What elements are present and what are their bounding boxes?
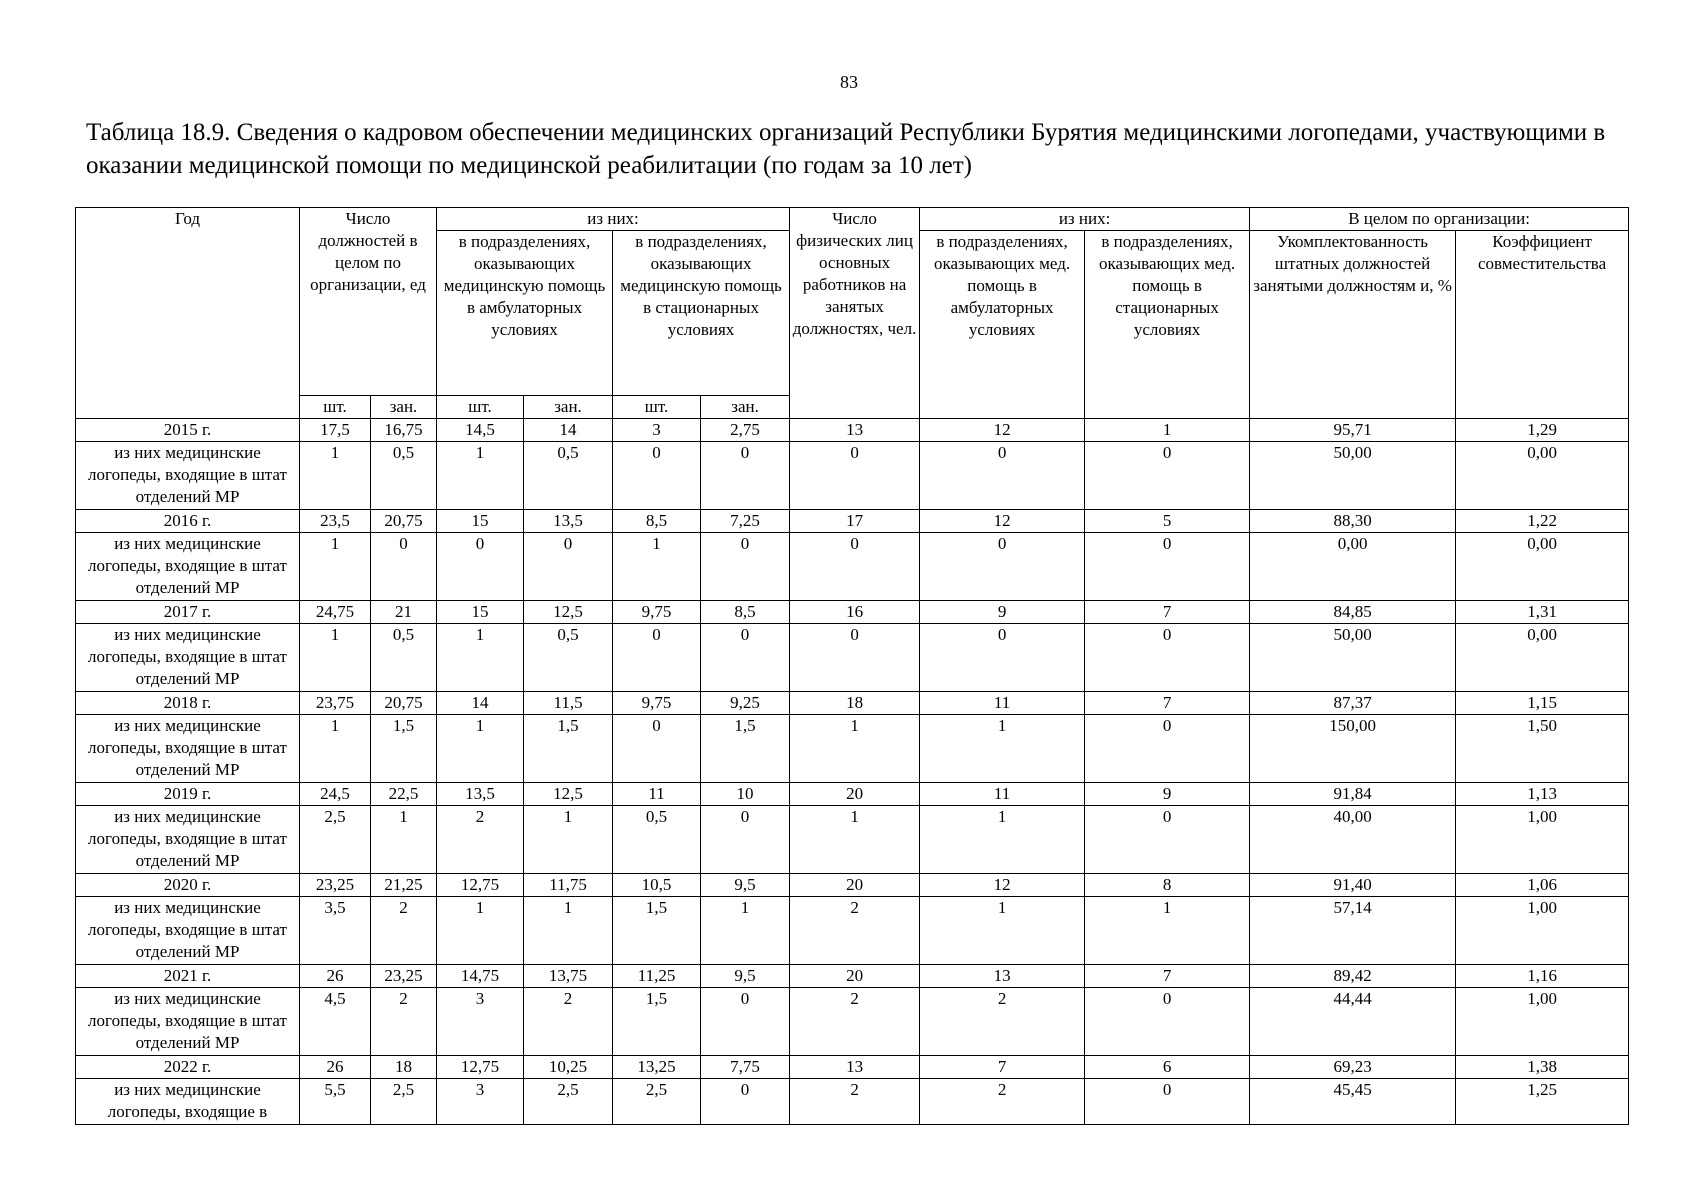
header-zan: зан. [524, 396, 613, 419]
value-cell: 2 [437, 806, 524, 874]
value-cell: 14 [437, 692, 524, 715]
value-cell: 13 [790, 1056, 920, 1079]
value-cell: 8,5 [613, 510, 701, 533]
value-cell: 12,75 [437, 874, 524, 897]
value-cell: 5,5 [300, 1079, 371, 1125]
value-cell: 20 [790, 783, 920, 806]
subset-label: из них медицинские логопеды, входящие в штат отделений МР [76, 988, 300, 1056]
header-of-them-2: из них: [920, 208, 1250, 231]
table-row-year [76, 783, 1629, 806]
value-cell: 1,22 [1456, 510, 1629, 533]
value-cell: 9 [920, 601, 1085, 624]
value-cell: 50,00 [1250, 442, 1456, 510]
header-coefficient: Коэффициент совместительства [1456, 231, 1629, 419]
value-cell: 14,5 [437, 419, 524, 442]
value-cell: 18 [790, 692, 920, 715]
value-cell: 14 [524, 419, 613, 442]
value-cell: 0,5 [613, 806, 701, 874]
table-row-subset [76, 897, 1629, 965]
value-cell: 9,5 [701, 965, 790, 988]
value-cell: 1,00 [1456, 988, 1629, 1056]
value-cell: 13 [920, 965, 1085, 988]
value-cell: 17,5 [300, 419, 371, 442]
value-cell: 40,00 [1250, 806, 1456, 874]
value-cell: 22,5 [371, 783, 437, 806]
value-cell: 1 [920, 715, 1085, 783]
value-cell: 2 [790, 897, 920, 965]
value-cell: 10,5 [613, 874, 701, 897]
value-cell: 0,00 [1250, 533, 1456, 601]
value-cell: 2 [920, 1079, 1085, 1125]
value-cell: 0 [613, 442, 701, 510]
value-cell: 1 [1085, 897, 1250, 965]
subset-label: из них медицинские логопеды, входящие в штат отделений МР [76, 897, 300, 965]
value-cell: 13,75 [524, 965, 613, 988]
value-cell: 16,75 [371, 419, 437, 442]
value-cell: 1 [524, 806, 613, 874]
header-zan: зан. [371, 396, 437, 419]
header-ambulatory-persons: в подразделениях, оказывающих мед. помощь в амбулаторных условиях [920, 231, 1085, 419]
table-row-subset [76, 1079, 1629, 1125]
value-cell: 1 [437, 442, 524, 510]
value-cell: 1,31 [1456, 601, 1629, 624]
subset-label: из них медицинские логопеды, входящие в штат отделений МР [76, 624, 300, 692]
value-cell: 1,5 [613, 988, 701, 1056]
value-cell: 0 [701, 442, 790, 510]
table-row-year [76, 965, 1629, 988]
value-cell: 1 [300, 715, 371, 783]
header-org-total: В целом по организации: [1250, 208, 1629, 231]
value-cell: 18 [371, 1056, 437, 1079]
value-cell: 2 [790, 988, 920, 1056]
value-cell: 26 [300, 1056, 371, 1079]
value-cell: 1 [300, 533, 371, 601]
value-cell: 2,5 [524, 1079, 613, 1125]
table-row-year [76, 419, 1629, 442]
value-cell: 57,14 [1250, 897, 1456, 965]
value-cell: 24,75 [300, 601, 371, 624]
value-cell: 8,5 [701, 601, 790, 624]
value-cell: 10 [701, 783, 790, 806]
value-cell: 12 [920, 510, 1085, 533]
value-cell: 2 [524, 988, 613, 1056]
value-cell: 1,15 [1456, 692, 1629, 715]
value-cell: 0 [920, 442, 1085, 510]
value-cell: 2,5 [371, 1079, 437, 1125]
value-cell: 8 [1085, 874, 1250, 897]
table-row-subset [76, 533, 1629, 601]
value-cell: 91,40 [1250, 874, 1456, 897]
value-cell: 1,13 [1456, 783, 1629, 806]
value-cell: 1 [524, 897, 613, 965]
value-cell: 2 [790, 1079, 920, 1125]
value-cell: 0 [701, 988, 790, 1056]
value-cell: 0 [701, 533, 790, 601]
value-cell: 2 [920, 988, 1085, 1056]
value-cell: 0 [920, 533, 1085, 601]
value-cell: 20,75 [371, 510, 437, 533]
year-cell: 2021 г. [76, 965, 300, 988]
value-cell: 1,5 [524, 715, 613, 783]
table-row-subset [76, 442, 1629, 510]
value-cell: 2,5 [300, 806, 371, 874]
value-cell: 1 [1085, 419, 1250, 442]
value-cell: 150,00 [1250, 715, 1456, 783]
value-cell: 0 [1085, 806, 1250, 874]
value-cell: 23,75 [300, 692, 371, 715]
value-cell: 20,75 [371, 692, 437, 715]
value-cell: 1,25 [1456, 1079, 1629, 1125]
value-cell: 12 [920, 419, 1085, 442]
value-cell: 3 [613, 419, 701, 442]
value-cell: 0 [790, 533, 920, 601]
value-cell: 23,25 [300, 874, 371, 897]
value-cell: 89,42 [1250, 965, 1456, 988]
value-cell: 88,30 [1250, 510, 1456, 533]
value-cell: 7 [1085, 965, 1250, 988]
value-cell: 16 [790, 601, 920, 624]
table-title: Таблица 18.9. Сведения о кадровом обеспечении медицинских организаций Республики Бурятия медицинскими логопедами, участвующими в оказании медицинской помощи по медицинской реабилитации (по годам за 10 лет) [86, 119, 1606, 179]
year-cell: 2016 г. [76, 510, 300, 533]
value-cell: 20 [790, 874, 920, 897]
value-cell: 1 [371, 806, 437, 874]
header-staffing: Укомплектованность штатных должностей занятыми должностям и, % [1250, 231, 1456, 419]
subset-label: из них медицинские логопеды, входящие в штат отделений МР [76, 533, 300, 601]
header-sht: шт. [437, 396, 524, 419]
value-cell: 7 [1085, 692, 1250, 715]
value-cell: 1,5 [613, 897, 701, 965]
value-cell: 11,25 [613, 965, 701, 988]
value-cell: 1 [920, 897, 1085, 965]
value-cell: 6 [1085, 1056, 1250, 1079]
value-cell: 14,75 [437, 965, 524, 988]
value-cell: 0 [1085, 624, 1250, 692]
value-cell: 0 [613, 624, 701, 692]
table-row-subset [76, 988, 1629, 1056]
subset-label: из них медицинские логопеды, входящие в штат отделений МР [76, 806, 300, 874]
value-cell: 9,5 [701, 874, 790, 897]
value-cell: 0,5 [371, 442, 437, 510]
value-cell: 1,00 [1456, 897, 1629, 965]
value-cell: 1 [701, 897, 790, 965]
value-cell: 13,5 [524, 510, 613, 533]
value-cell: 1 [437, 897, 524, 965]
value-cell: 87,37 [1250, 692, 1456, 715]
value-cell: 3 [437, 1079, 524, 1125]
value-cell: 26 [300, 965, 371, 988]
value-cell: 1 [790, 715, 920, 783]
value-cell: 0,5 [371, 624, 437, 692]
value-cell: 0 [1085, 533, 1250, 601]
value-cell: 2 [371, 988, 437, 1056]
value-cell: 10,25 [524, 1056, 613, 1079]
subset-label: из них медицинские логопеды, входящие в штат отделений МР [76, 442, 300, 510]
value-cell: 1 [613, 533, 701, 601]
value-cell: 0 [524, 533, 613, 601]
value-cell: 13,5 [437, 783, 524, 806]
value-cell: 11 [613, 783, 701, 806]
year-cell: 2022 г. [76, 1056, 300, 1079]
value-cell: 9,75 [613, 601, 701, 624]
header-zan: зан. [701, 396, 790, 419]
value-cell: 1 [437, 624, 524, 692]
value-cell: 1,5 [701, 715, 790, 783]
value-cell: 0 [1085, 442, 1250, 510]
value-cell: 1,06 [1456, 874, 1629, 897]
value-cell: 0,00 [1456, 624, 1629, 692]
year-cell: 2018 г. [76, 692, 300, 715]
value-cell: 9,25 [701, 692, 790, 715]
value-cell: 9,75 [613, 692, 701, 715]
value-cell: 0 [371, 533, 437, 601]
table-row-year [76, 692, 1629, 715]
value-cell: 11,5 [524, 692, 613, 715]
value-cell: 23,25 [371, 965, 437, 988]
staffing-table [75, 207, 1629, 1125]
table-row-year [76, 601, 1629, 624]
header-year: Год [76, 208, 300, 419]
table-row-year [76, 874, 1629, 897]
subset-label: из них медицинские логопеды, входящие в [76, 1079, 300, 1125]
value-cell: 3 [437, 988, 524, 1056]
value-cell: 0,5 [524, 442, 613, 510]
value-cell: 1 [300, 624, 371, 692]
value-cell: 17 [790, 510, 920, 533]
value-cell: 15 [437, 510, 524, 533]
value-cell: 44,44 [1250, 988, 1456, 1056]
value-cell: 20 [790, 965, 920, 988]
table-row-year [76, 510, 1629, 533]
header-inpatient-persons: в подразделениях, оказывающих мед. помощь в стационарных условиях [1085, 231, 1250, 419]
value-cell: 1 [300, 442, 371, 510]
value-cell: 1,38 [1456, 1056, 1629, 1079]
value-cell: 1,29 [1456, 419, 1629, 442]
subset-label: из них медицинские логопеды, входящие в штат отделений МР [76, 715, 300, 783]
value-cell: 0 [701, 1079, 790, 1125]
header-inpatient-units: в подразделениях, оказывающих медицинскую помощь в стационарных условиях [613, 231, 790, 396]
value-cell: 11 [920, 692, 1085, 715]
value-cell: 5 [1085, 510, 1250, 533]
value-cell: 0 [701, 624, 790, 692]
value-cell: 0 [1085, 715, 1250, 783]
table-row-subset [76, 715, 1629, 783]
value-cell: 50,00 [1250, 624, 1456, 692]
value-cell: 0,00 [1456, 442, 1629, 510]
value-cell: 84,85 [1250, 601, 1456, 624]
value-cell: 7 [920, 1056, 1085, 1079]
value-cell: 11,75 [524, 874, 613, 897]
value-cell: 12 [920, 874, 1085, 897]
value-cell: 0,5 [524, 624, 613, 692]
value-cell: 1,16 [1456, 965, 1629, 988]
value-cell: 21,25 [371, 874, 437, 897]
year-cell: 2020 г. [76, 874, 300, 897]
value-cell: 0 [701, 806, 790, 874]
value-cell: 3,5 [300, 897, 371, 965]
header-sht: шт. [613, 396, 701, 419]
value-cell: 91,84 [1250, 783, 1456, 806]
header-of-them: из них: [437, 208, 790, 231]
page-number: 83 [840, 72, 858, 92]
value-cell: 95,71 [1250, 419, 1456, 442]
value-cell: 13 [790, 419, 920, 442]
value-cell: 1,50 [1456, 715, 1629, 783]
table-row-subset [76, 624, 1629, 692]
value-cell: 13,25 [613, 1056, 701, 1079]
value-cell: 9 [1085, 783, 1250, 806]
value-cell: 7 [1085, 601, 1250, 624]
value-cell: 0 [920, 624, 1085, 692]
header-positions-total: Число должностей в целом по организации, ед [300, 208, 437, 396]
value-cell: 1,5 [371, 715, 437, 783]
value-cell: 7,75 [701, 1056, 790, 1079]
value-cell: 0 [1085, 988, 1250, 1056]
value-cell: 7,25 [701, 510, 790, 533]
value-cell: 1,00 [1456, 806, 1629, 874]
value-cell: 11 [920, 783, 1085, 806]
value-cell: 21 [371, 601, 437, 624]
value-cell: 12,5 [524, 783, 613, 806]
value-cell: 12,5 [524, 601, 613, 624]
value-cell: 2,75 [701, 419, 790, 442]
value-cell: 1 [437, 715, 524, 783]
value-cell: 69,23 [1250, 1056, 1456, 1079]
value-cell: 45,45 [1250, 1079, 1456, 1125]
value-cell: 1 [920, 806, 1085, 874]
header-sht: шт. [300, 396, 371, 419]
value-cell: 24,5 [300, 783, 371, 806]
table-row-year [76, 1056, 1629, 1079]
year-cell: 2019 г. [76, 783, 300, 806]
value-cell: 1 [790, 806, 920, 874]
value-cell: 0,00 [1456, 533, 1629, 601]
value-cell: 23,5 [300, 510, 371, 533]
value-cell: 2,5 [613, 1079, 701, 1125]
value-cell: 0 [437, 533, 524, 601]
value-cell: 2 [371, 897, 437, 965]
header-ambulatory-units: в подразделениях, оказывающих медицинскую помощь в амбулаторных условиях [437, 231, 613, 396]
header-physical-persons: Число физических лиц основных работников на занятых должностях, чел. [790, 208, 920, 419]
year-cell: 2015 г. [76, 419, 300, 442]
year-cell: 2017 г. [76, 601, 300, 624]
value-cell: 4,5 [300, 988, 371, 1056]
value-cell: 0 [1085, 1079, 1250, 1125]
value-cell: 0 [613, 715, 701, 783]
table-row-subset [76, 806, 1629, 874]
value-cell: 15 [437, 601, 524, 624]
value-cell: 0 [790, 624, 920, 692]
value-cell: 0 [790, 442, 920, 510]
value-cell: 12,75 [437, 1056, 524, 1079]
